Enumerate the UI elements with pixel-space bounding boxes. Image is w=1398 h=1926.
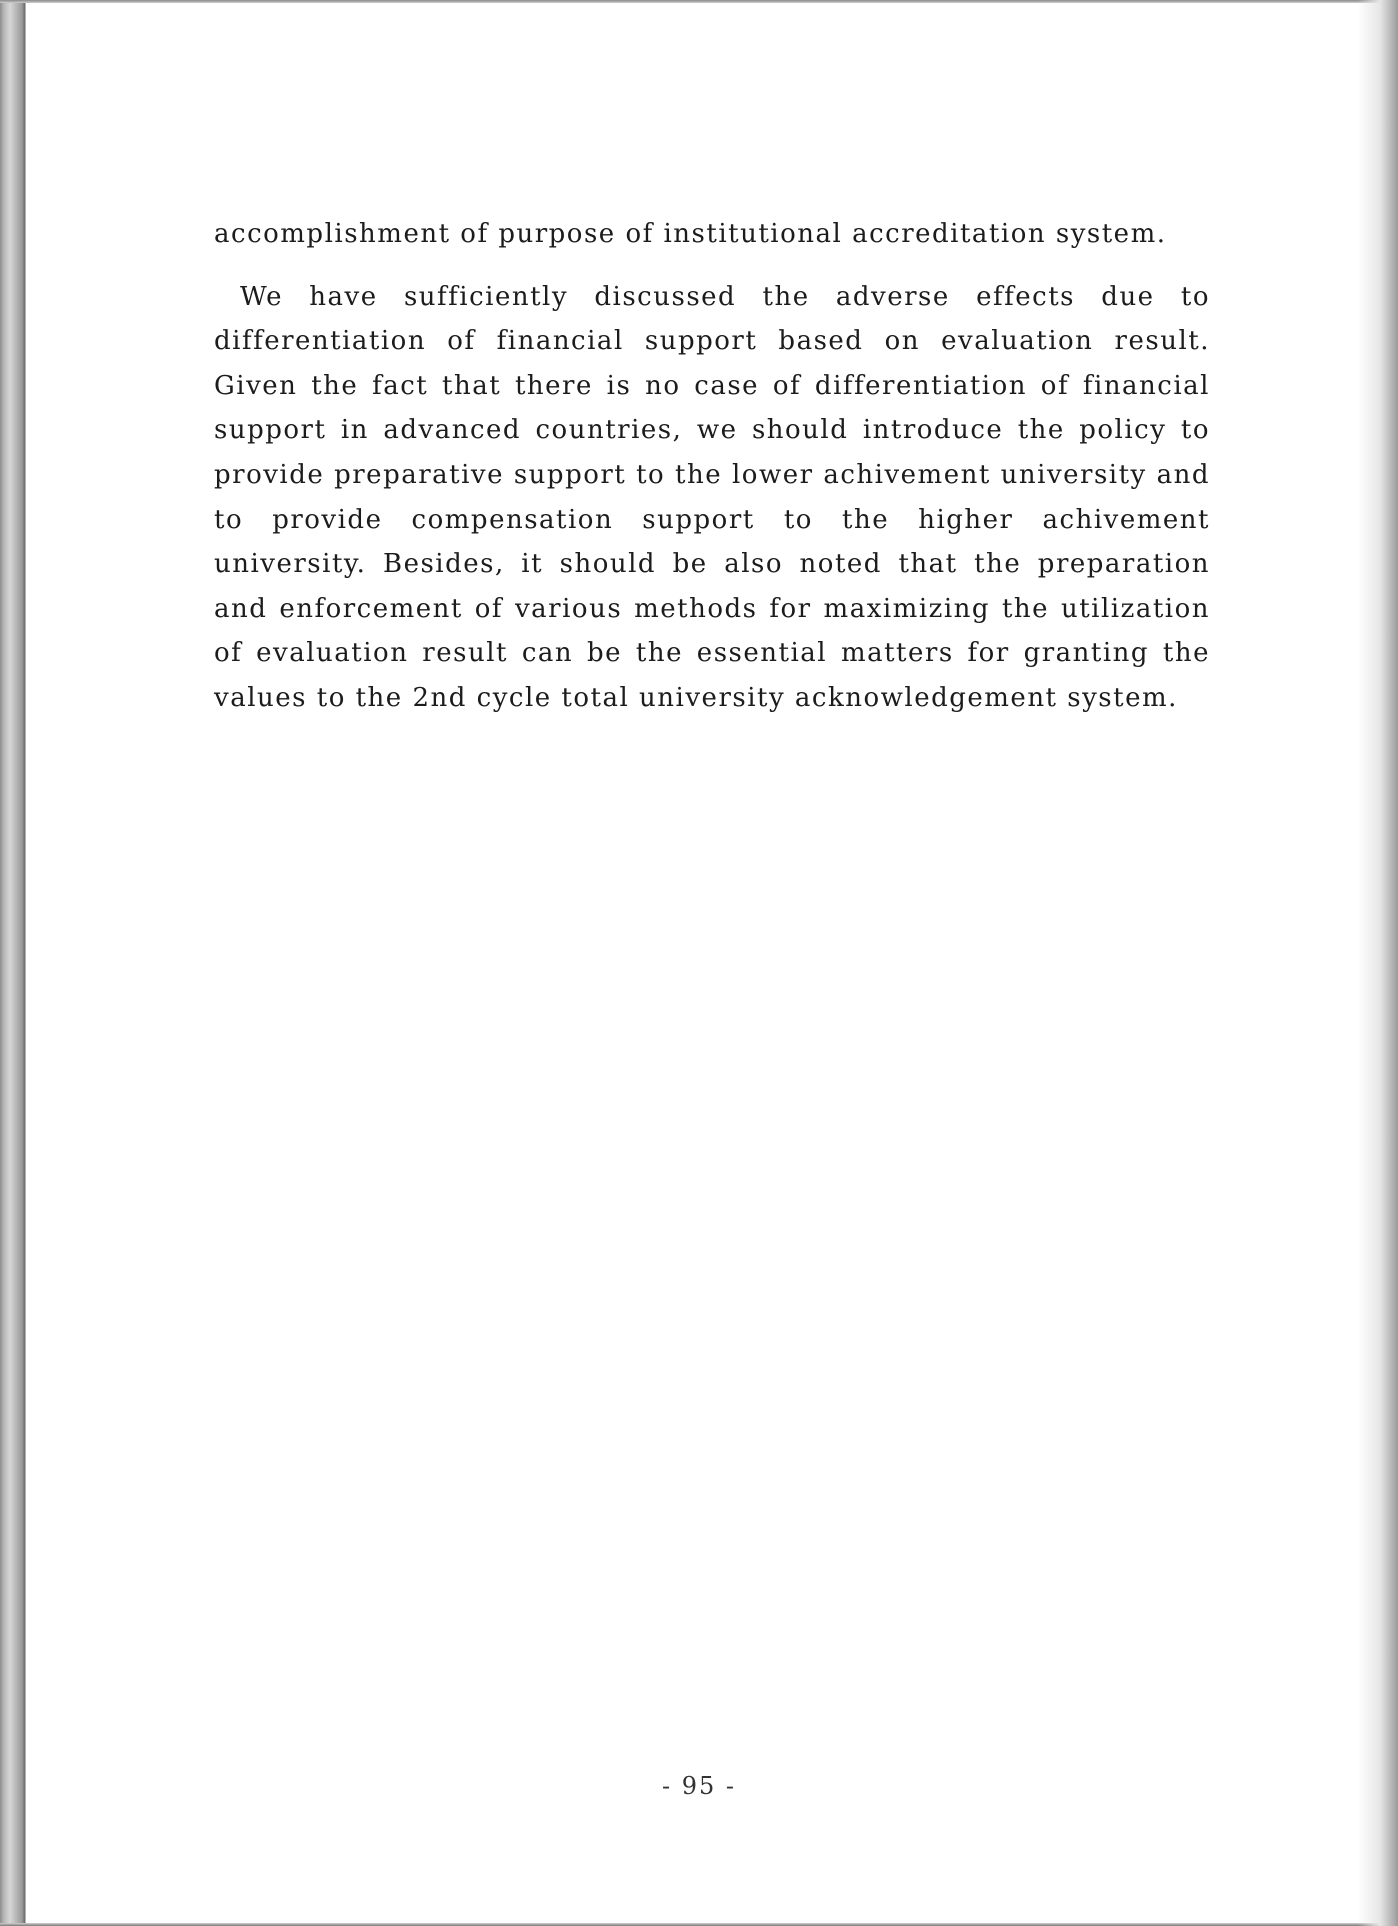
paragraph-continued: accomplishment of purpose of institutional accreditation system.: [214, 219, 1167, 249]
page-top-edge: [0, 0, 1398, 3]
paragraph-main: We have sufficiently discussed the adverse effects due to differentiation of financial support based on evaluation result. Given the fact that there is no case of differentiation of financial support in advanced countries, we should introduce the policy to provide preparative support to the lower achivement university and to provide compensation support to the higher achivement university. Besides, it should be also noted that the preparation and enforcement of various methods for maximizing the utilization of evaluation result can be the essential matters for granting the values to the 2nd cycle total university acknowledgement system.: [214, 281, 1210, 713]
page-body: [214, 212, 1210, 721]
page-spine-edge: [0, 0, 26, 1926]
page-right-shadow: [1358, 0, 1398, 1926]
page-number: - 95 -: [661, 1772, 736, 1800]
